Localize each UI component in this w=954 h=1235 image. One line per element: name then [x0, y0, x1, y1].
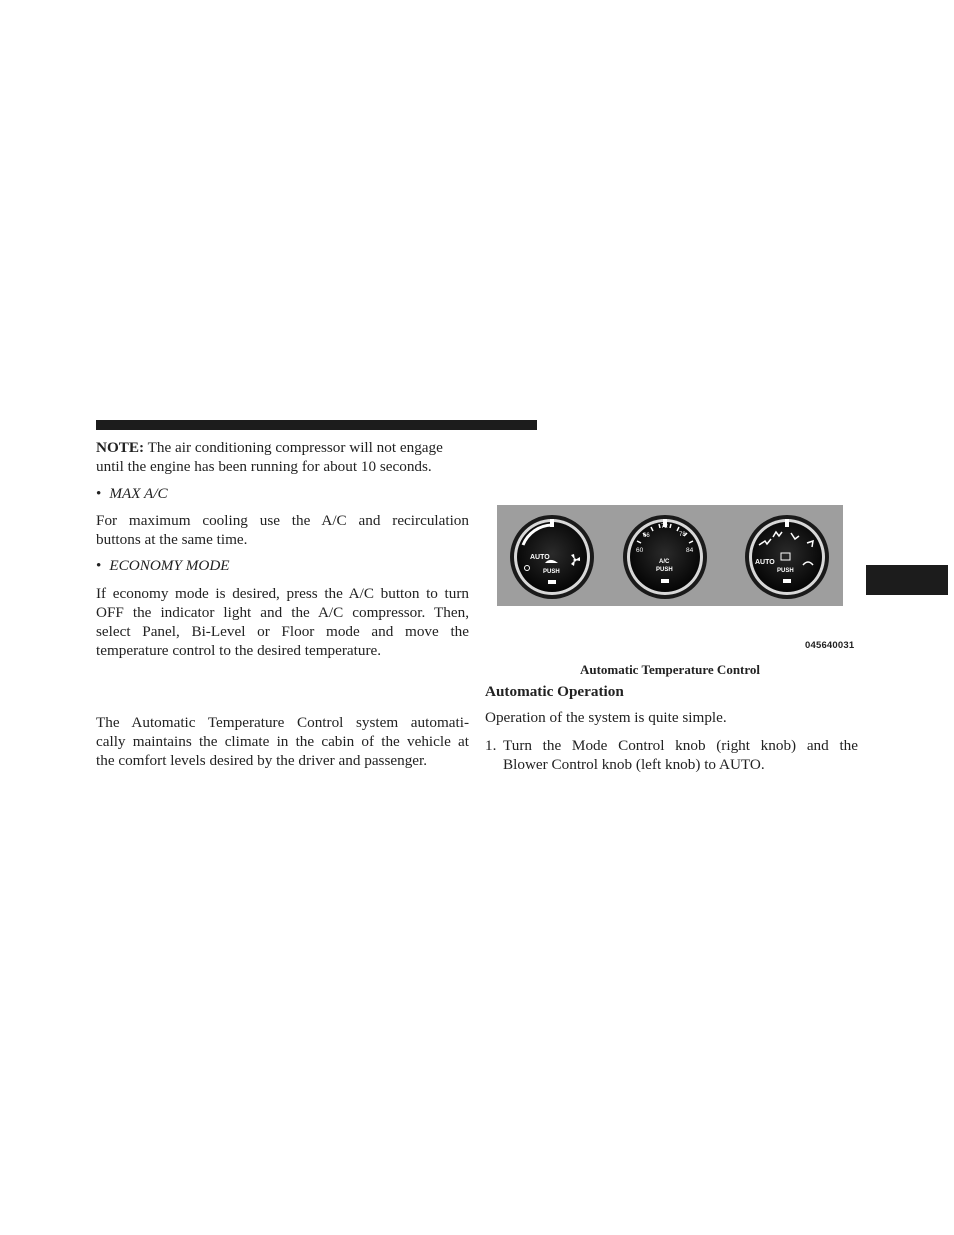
- bullet-economy-mode: [96, 556, 230, 575]
- climate-control-figure: [497, 505, 843, 606]
- chapter-tab: [866, 565, 948, 595]
- bullet-dot: •: [96, 485, 102, 502]
- knob-center-push-label: PUSH: [656, 567, 673, 573]
- atc-line-2: cally maintains the climate in the cabin of the vehicle at: [96, 733, 469, 750]
- note-line-2: until the engine has been running for about 10 seconds.: [96, 458, 432, 475]
- figure-caption: Automatic Temperature Control: [579, 662, 761, 677]
- knob-left-auto-label: AUTO: [530, 554, 550, 561]
- section-rule: [96, 420, 537, 430]
- section-heading: Automatic Operation: [485, 683, 624, 700]
- intro-paragraph: Operation of the system is quite simple.: [485, 709, 727, 726]
- bullet-label-max-ac: MAX A/C: [109, 485, 168, 502]
- note-label: NOTE:: [96, 439, 145, 456]
- step-1-number: 1.: [485, 737, 497, 754]
- knob-right-auto-label: AUTO: [755, 559, 775, 566]
- economy-paragraph: [96, 584, 469, 660]
- economy-line-2: OFF the indicator light and the A/C compressor. Then,: [96, 604, 469, 621]
- temp-72-label: 72: [661, 524, 668, 530]
- atc-line-3: the comfort levels desired by the driver and passenger.: [96, 752, 428, 769]
- temp-78-label: 78: [679, 532, 686, 538]
- bullet-dot: •: [96, 557, 102, 574]
- knob-center-ac-label: A/C: [659, 559, 670, 565]
- step-1-text: [503, 736, 858, 774]
- knob-right-push-label: PUSH: [777, 568, 794, 574]
- max-ac-line-2: buttons at the same time.: [96, 531, 248, 548]
- step-1-line-2: Blower Control knob (left knob) to AUTO.: [503, 756, 765, 773]
- figure-code: 045640031: [805, 640, 855, 651]
- knob-left-push-label: PUSH: [543, 569, 560, 575]
- economy-line-3: select Panel, Bi-Level or Floor mode and move the: [96, 623, 469, 640]
- economy-line-1: If economy mode is desired, press the A/C button to turn: [96, 585, 469, 602]
- max-ac-line-1: For maximum cooling use the A/C and recirculation: [96, 512, 469, 529]
- bullet-label-economy-mode: ECONOMY MODE: [109, 557, 230, 574]
- indicator-light: [548, 580, 556, 584]
- max-ac-paragraph: [96, 511, 469, 549]
- indicator-light: [783, 579, 791, 583]
- indicator-light: [661, 579, 669, 583]
- temp-66-label: 66: [643, 533, 650, 539]
- temp-84-label: 84: [686, 547, 694, 554]
- bullet-max-ac: [96, 484, 168, 503]
- knob-pointer: [550, 519, 554, 527]
- climate-control-panel-illustration: [497, 505, 843, 606]
- blower-control-knob: [510, 515, 594, 599]
- economy-line-4: temperature control to the desired temperature.: [96, 642, 382, 659]
- step-1-line-1: Turn the Mode Control knob (right knob) and the: [503, 737, 858, 754]
- knob-pointer: [785, 519, 789, 527]
- atc-line-1: The Automatic Temperature Control system automati-: [96, 714, 469, 731]
- temp-60-label: 60: [636, 547, 644, 554]
- note-paragraph: [96, 438, 469, 476]
- mode-control-knob: [745, 515, 829, 599]
- atc-description-paragraph: [96, 713, 469, 770]
- temperature-control-knob: [623, 515, 707, 599]
- note-line-1: The air conditioning compressor will not engage: [147, 439, 443, 456]
